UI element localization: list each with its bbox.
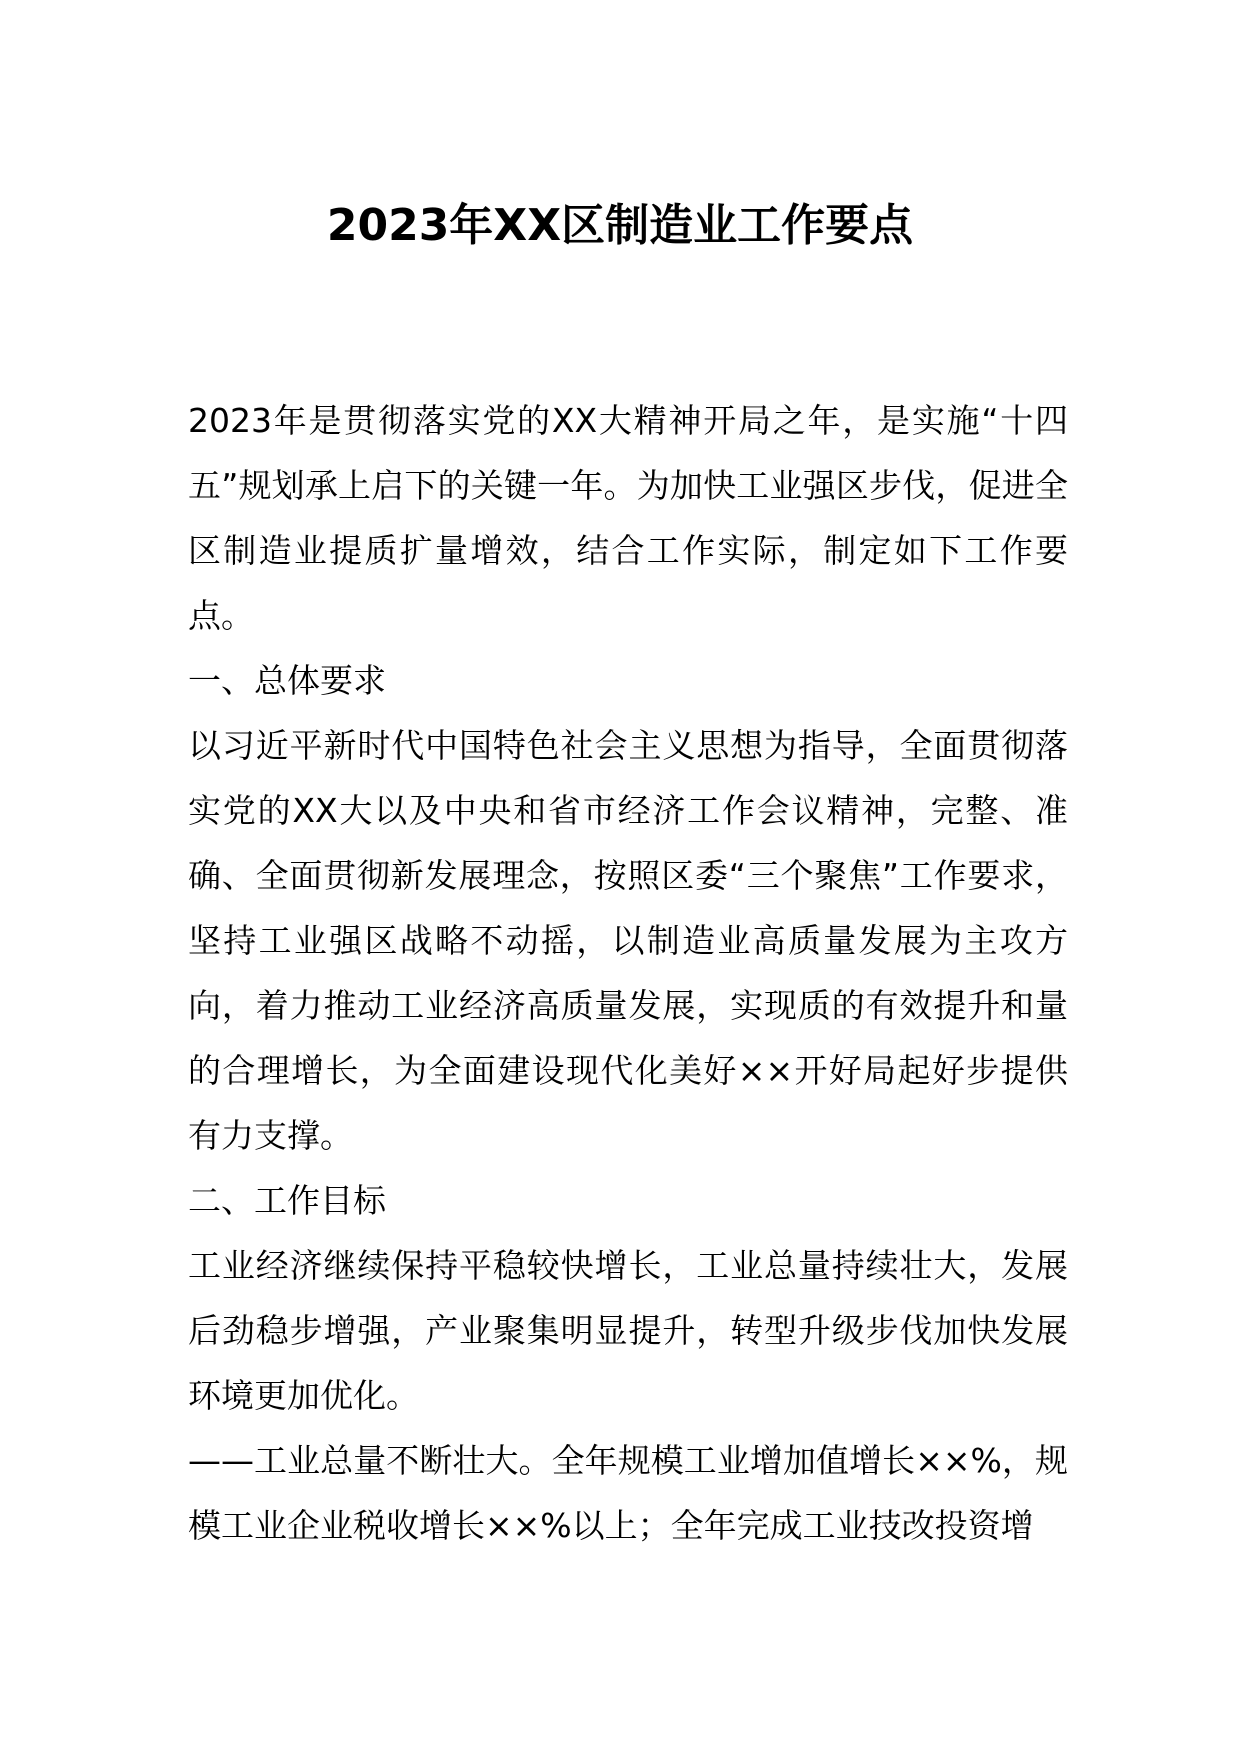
section-heading-work-goals: 二、工作目标 <box>188 1181 386 1220</box>
work-goals-paragraph: 工业经济继续保持平稳较快增长，工业总量持续壮大，发展后劲稳步增强，产业聚集明显提升，转型升级步伐加快发展环境更加优化。 <box>188 1246 1068 1415</box>
document-title: 2023年XX区制造业工作要点 <box>326 200 914 251</box>
document-body <box>188 388 1068 1558</box>
intro-paragraph: 2023年是贯彻落实党的XX大精神开局之年，是实施“十四五”规划承上启下的关键一年。为加快工业强区步伐，促进全区制造业提质扩量增效，结合工作实际，制定如下工作要点。 <box>188 401 1068 635</box>
general-requirements-paragraph: 以习近平新时代中国特色社会主义思想为指导，全面贯彻落实党的XX大以及中央和省市经济工作会议精神，完整、准确、全面贯彻新发展理念，按照区委“三个聚焦”工作要求，坚持工业强区战略不动摇，以制造业高质量发展为主攻方向，着力推动工业经济高质量发展，实现质的有效提升和量的合理增长，为全面建设现代化美好××开好局起好步提供有力支撑。 <box>188 726 1068 1155</box>
industrial-total-paragraph: ——工业总量不断壮大。全年规模工业增加值增长××%，规模工业企业税收增长××%以上；全年完成工业技改投资增 <box>188 1441 1068 1545</box>
section-heading-general-requirements: 一、总体要求 <box>188 661 386 700</box>
